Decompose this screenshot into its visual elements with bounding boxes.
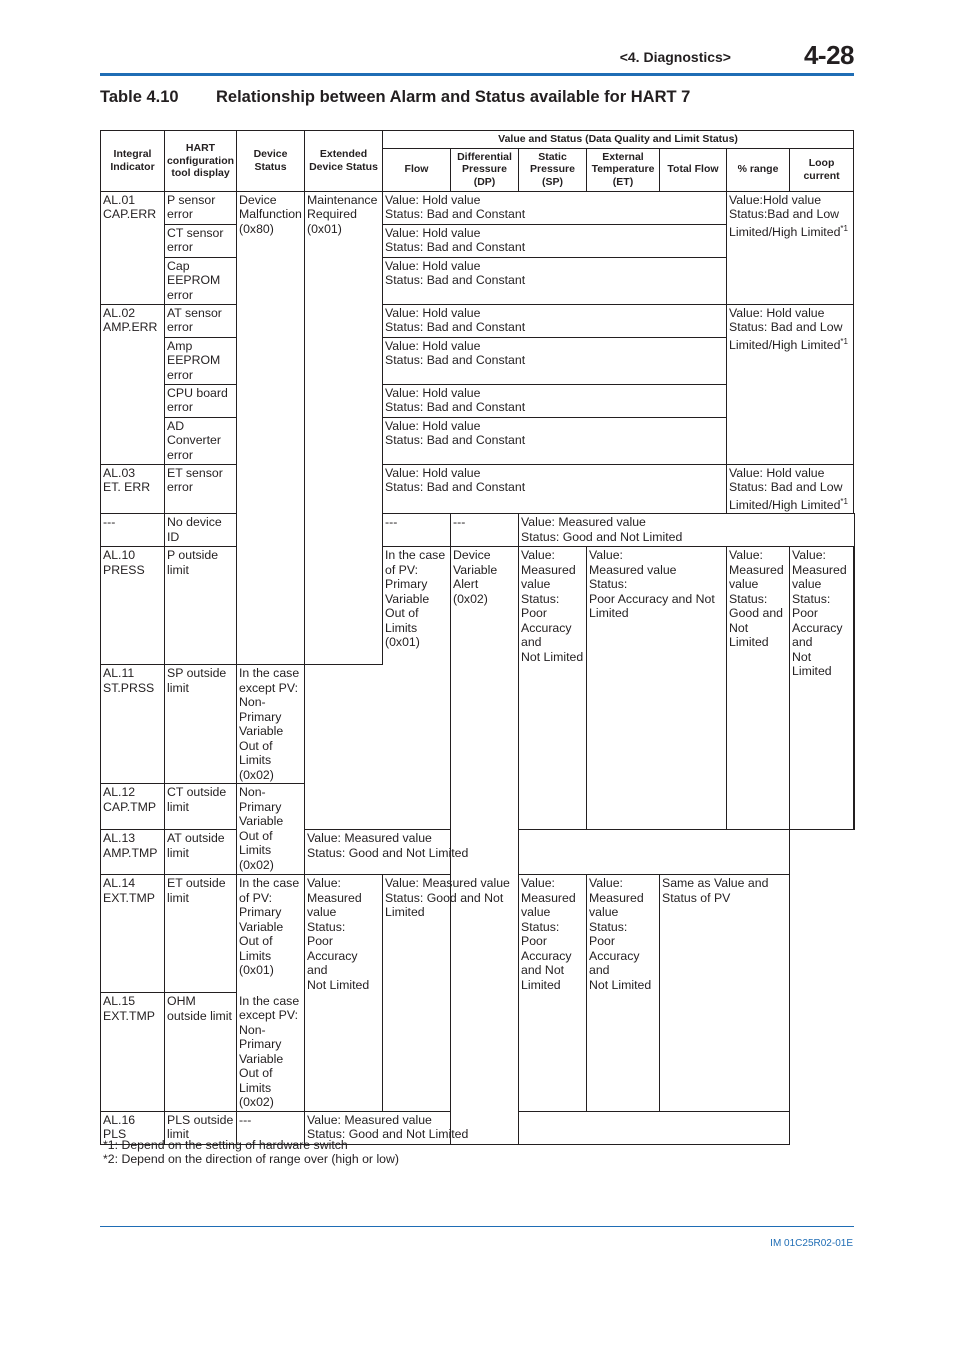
- value-status-cell: Value: Measured value Status: Good and Not Limited: [519, 514, 855, 547]
- range-text: Value: Hold value Status: Bad and Low Limited/High Limited: [729, 305, 843, 352]
- value-status-cell: Value: Hold value Status: Bad and Constant: [383, 337, 727, 384]
- device-status-cell: In the case of PV: Primary Variable Out of Limits (0x01): [383, 547, 451, 665]
- footnote-ref: *1: [840, 223, 848, 233]
- table-title: Relationship between Alarm and Status available for HART 7: [216, 88, 691, 106]
- dp-cell: Value: Measured value Status: Poor Accuracy and Not Limited: [587, 547, 727, 830]
- extended-status-cell: Device Variable Alert (0x02): [451, 547, 519, 1145]
- alarm-status-table: [100, 130, 855, 1145]
- table-label: Table 4.10: [100, 88, 179, 106]
- header-extended-status: Extended Device Status: [305, 131, 383, 192]
- range-status-cell: Same as Value and Status of PV: [660, 875, 790, 1112]
- footnote-ref: *1: [840, 336, 848, 346]
- header-flow: Flow: [383, 148, 451, 191]
- hart-cell: SP outside limit: [165, 665, 237, 784]
- indicator-cell: AL.13 AMP.TMP: [101, 830, 165, 875]
- header-range: % range: [727, 148, 790, 191]
- hart-cell: No device ID: [165, 514, 237, 547]
- et-cell: Value: Measured value Status: Poor Accuracy and Not Limited: [790, 547, 854, 830]
- device-status-cell: Non-Primary Variable Out of Limits (0x02): [237, 784, 305, 875]
- section-title: <4. Diagnostics>: [619, 49, 731, 65]
- value-status-cell: Value: Hold value Status: Bad and Constant: [383, 417, 727, 464]
- dp-cell: Value: Measured value Status: Good and Not Limited: [383, 875, 519, 1112]
- page-number: 4-28: [803, 40, 854, 70]
- hart-cell: P outside limit: [165, 547, 237, 665]
- header-total-flow: Total Flow: [660, 148, 727, 191]
- device-status-cell: In the case except PV: Non-Primary Variable Out of Limits (0x02): [237, 665, 305, 784]
- range-status-cell: [727, 191, 854, 304]
- header-divider: [100, 73, 854, 76]
- value-status-cell: Value: Hold value Status: Bad and Constant: [383, 224, 727, 257]
- value-status-cell: Value: Measured value Status: Good and Not Limited: [305, 830, 790, 875]
- hart-cell: AT sensor error: [165, 304, 237, 337]
- indicator-cell: AL.12 CAP.TMP: [101, 784, 165, 830]
- indicator-cell: AL.01 CAP.ERR: [101, 191, 165, 304]
- indicator-cell: AL.10 PRESS: [101, 547, 165, 665]
- indicator-cell: ---: [101, 514, 165, 547]
- indicator-cell: AL.15 EXT.TMP: [101, 993, 165, 1112]
- et-cell: Value: Measured value Status: Poor Accuracy and Not Limited: [587, 875, 660, 1112]
- value-status-cell: Value: Hold value Status: Bad and Constant: [383, 304, 727, 337]
- header-device-status: Device Status: [237, 131, 305, 192]
- hart-cell: CT outside limit: [165, 784, 237, 830]
- indicator-cell: AL.16 PLS: [101, 1111, 165, 1144]
- hart-cell: CPU board error: [165, 384, 237, 417]
- range-status-cell: [727, 464, 854, 514]
- flow-cell: Value: Measured value Status: Poor Accuracy and Not Limited: [305, 875, 383, 1112]
- table-caption: [100, 88, 691, 107]
- header-value-status: Value and Status (Data Quality and Limit Status): [383, 131, 854, 149]
- extended-status-cell: ---: [451, 514, 519, 547]
- value-status-cell: Value: Hold value Status: Bad and Constant: [383, 257, 727, 304]
- footer-divider: [100, 1226, 854, 1227]
- device-status-cell: Device Malfunction (0x80): [237, 191, 305, 665]
- hart-cell: AT outside limit: [165, 830, 237, 875]
- value-status-cell: Value: Hold value Status: Bad and Constant: [383, 191, 727, 224]
- hart-cell: ET sensor error: [165, 464, 237, 514]
- sp-cell: Value: Measured value Status: Good and Not Limited: [727, 547, 790, 830]
- footnote-2: *2: Depend on the direction of range over (high or low): [103, 1152, 399, 1166]
- header-et: External Temperature (ET): [587, 148, 660, 191]
- footnote-ref: *1: [840, 496, 848, 506]
- device-status-cell: ---: [237, 1111, 305, 1144]
- sp-cell: Value: Measured value Status: Poor Accuracy and Not Limited: [519, 875, 587, 1112]
- footnote-1: *1: Depend on the setting of hardware switch: [103, 1138, 348, 1152]
- extended-status-cell: Maintenance Required (0x01): [305, 191, 383, 665]
- header-hart-display: HART configuration tool display: [165, 131, 237, 192]
- range-text: Value: Hold value Status: Bad and Low Limited/High Limited: [729, 465, 843, 512]
- hart-cell: AD Converter error: [165, 417, 237, 464]
- hart-cell: Amp EEPROM error: [165, 337, 237, 384]
- value-status-cell: Value: Hold value Status: Bad and Constant: [383, 464, 727, 514]
- flow-cell: Value: Measured value Status: Poor Accuracy and Not Limited: [519, 547, 587, 830]
- header-loop-current: Loop current: [790, 148, 854, 191]
- hart-cell: CT sensor error: [165, 224, 237, 257]
- range-status-cell: [854, 547, 855, 830]
- indicator-cell: AL.14 EXT.TMP: [101, 875, 165, 993]
- hart-cell: PLS outside limit: [165, 1111, 237, 1144]
- indicator-cell: AL.11 ST.PRSS: [101, 665, 165, 784]
- indicator-cell: AL.03 ET. ERR: [101, 464, 165, 514]
- hart-cell: P sensor error: [165, 191, 237, 224]
- device-status-cell: In the case except PV: Non-Primary Variable Out of Limits (0x02): [237, 993, 305, 1112]
- device-status-cell: ---: [383, 514, 451, 547]
- range-text: Value:Hold value Status:Bad and Low Limited/High Limited: [729, 192, 841, 239]
- hart-cell: Cap EEPROM error: [165, 257, 237, 304]
- hart-cell: ET outside limit: [165, 875, 237, 993]
- document-code: IM 01C25R02-01E: [770, 1238, 853, 1249]
- hart-cell: OHM outside limit: [165, 993, 237, 1112]
- value-status-cell: Value: Hold value Status: Bad and Constant: [383, 384, 727, 417]
- header-integral-indicator: Integral Indicator: [101, 131, 165, 192]
- header-dp: Differential Pressure (DP): [451, 148, 519, 191]
- value-status-cell: Value: Measured value Status: Good and Not Limited: [305, 1111, 790, 1144]
- header-sp: Static Pressure (SP): [519, 148, 587, 191]
- device-status-cell: In the case of PV: Primary Variable Out of Limits (0x01): [237, 875, 305, 993]
- range-status-cell: [727, 304, 854, 464]
- indicator-cell: AL.02 AMP.ERR: [101, 304, 165, 464]
